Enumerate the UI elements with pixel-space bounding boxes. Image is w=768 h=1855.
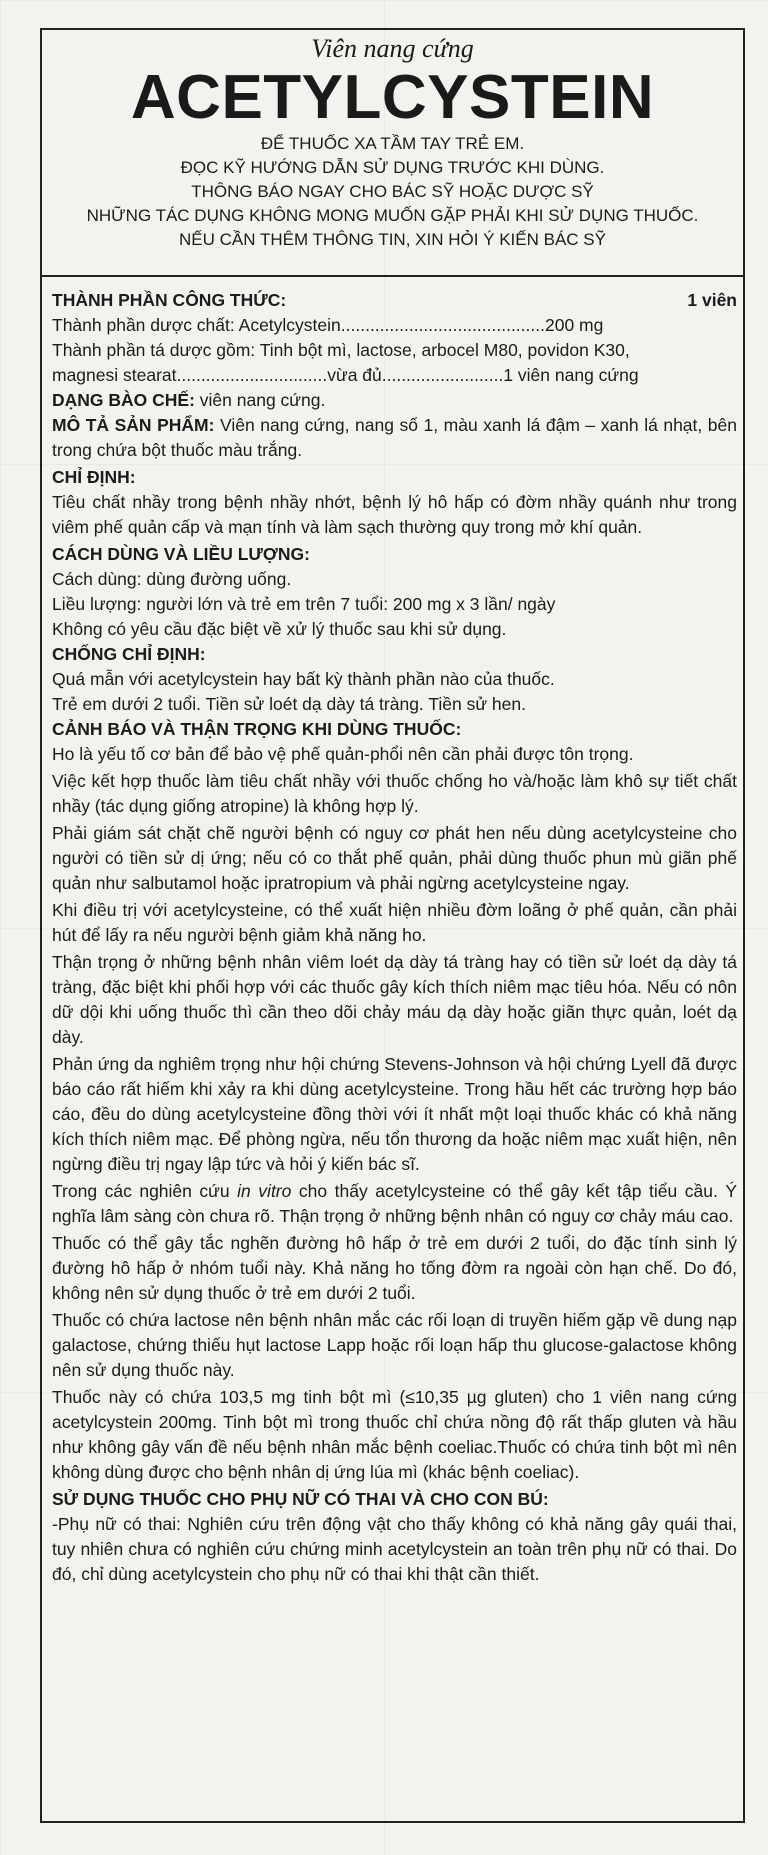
warning-paragraph: Phản ứng da nghiêm trọng như hội chứng Stevens-Johnson và hội chứng Lyell đã được báo cáo rất hiếm khi xảy ra khi dùng acetylcysteine. Trong hầu hết các trường hợp báo cáo, đều do dùng acetylcysteine đồng thời với ít nhất một loại thuốc khác có khả năng kích thích niêm mạc. Để phòng ngừa, nếu tổn thương da hoặc niêm mạc xuất hiện, nên ngừng điều trị ngay lập tức và hỏi ý kiến bác sĩ. <box>52 1054 737 1174</box>
warning-line: ĐỂ THUỐC XA TẦM TAY TRẺ EM. <box>260 134 525 153</box>
warning-paragraph: Khi điều trị với acetylcysteine, có thể xuất hiện nhiều đờm loãng ở phế quản, cần phải hút để lấy ra nếu người bệnh giảm khả năng ho. <box>52 900 737 945</box>
warning-line: THÔNG BÁO NGAY CHO BÁC SỸ HOẶC DƯỢC SỸ <box>191 182 594 201</box>
unit-label: 1 viên <box>687 290 737 310</box>
section-heading: DẠNG BÀO CHẾ: <box>52 390 195 410</box>
text-fragment: cho thấy acetylcysteine có thể gây kết tập tiểu cầu. Ý nghĩa lâm sàng còn chưa rõ. Thận trọng ở những bệnh nhân có nguy cơ chảy máu cao. <box>52 1181 738 1226</box>
warning-paragraph <box>52 1179 737 1229</box>
pregnancy-paragraph: -Phụ nữ có thai: Nghiên cứu trên động vật cho thấy không có khả năng gây quái thai, tuy nhiên chưa có nghiên cứu chứng minh acetylcystein an toàn trên phụ nữ có thai. Do đó, chỉ dùng acetylcystein cho phụ nữ có thai khi thật cần thiết. <box>52 1514 737 1584</box>
warning-paragraph: Thuốc này có chứa 103,5 mg tinh bột mì (≤10,35 µg gluten) cho 1 viên nang cứng acetylcystein 200mg. Tinh bột mì trong thuốc chỉ chứa nồng độ rất thấp gluten và hầu như không gây vấn đề nếu bệnh nhân mắc bệnh coeliac.Thuốc có chứa tinh bột mì nên không dùng được cho bệnh nhân dị ứng lúa mì (khác bệnh coeliac). <box>52 1387 737 1482</box>
section-heading: CHỈ ĐỊNH: <box>52 467 136 487</box>
section-heading: MÔ TẢ SẢN PHẨM: <box>52 415 215 435</box>
section-heading: SỬ DỤNG THUỐC CHO PHỤ NỮ CÓ THAI VÀ CHO CON BÚ: <box>52 1489 549 1509</box>
composition-heading-row <box>52 288 737 313</box>
warning-paragraph: Ho là yếu tố cơ bản để bảo vệ phế quản-phổi nên cần phải được tôn trọng. <box>52 744 634 764</box>
leaflet-header <box>42 30 743 277</box>
contraindication-line: Quá mẫn với acetylcystein hay bất kỳ thành phần nào của thuốc. <box>52 669 555 689</box>
warning-paragraph: Thuốc có chứa lactose nên bệnh nhân mắc các rối loạn di truyền hiếm gặp về dung nạp galactose, chứng thiếu hụt lactose Lapp hoặc rối loạn hấp thu glucose-galactose không nên sử dụng thuốc này. <box>52 1310 737 1380</box>
section-text: Tiêu chất nhầy trong bệnh nhầy nhớt, bệnh lý hô hấp có đờm nhầy quánh như trong viêm phế quản cấp và mạn tính và làm sạch thường quy trong mở khí quản. <box>52 492 737 537</box>
section-text: viên nang cứng. <box>194 390 326 410</box>
section-heading: CÁCH DÙNG VÀ LIỀU LƯỢNG: <box>52 544 310 564</box>
warning-paragraph: Thận trọng ở những bệnh nhân viêm loét dạ dày tá tràng hay có tiền sử loét dạ dày tá tràng, đặc biệt khi phối hợp với các thuốc gây kích thích niêm mạc tiêu hóa. Nếu có nôn dữ dội khi uống thuốc thì cần theo dõi chảy máu dạ dày hoặc giãn thực quản, loét dạ dày. <box>52 952 737 1047</box>
usage-line: Cách dùng: dùng đường uống. <box>52 569 292 589</box>
warning-line: ĐỌC KỸ HƯỚNG DẪN SỬ DỤNG TRƯỚC KHI DÙNG. <box>180 158 605 177</box>
contraindication-line: Trẻ em dưới 2 tuổi. Tiền sử loét dạ dày tá tràng. Tiền sử hen. <box>52 694 526 714</box>
text-fragment: Trong các nghiên cứu <box>52 1181 238 1201</box>
section-heading: CẢNH BÁO VÀ THẬN TRỌNG KHI DÙNG THUỐC: <box>52 719 462 739</box>
leaflet-frame <box>40 28 745 1823</box>
usage-line: Không có yêu cầu đặc biệt về xử lý thuốc sau khi sử dụng. <box>52 619 507 639</box>
dosage-form-row <box>52 388 737 413</box>
warning-paragraph: Thuốc có thể gây tắc nghẽn đường hô hấp ở trẻ em dưới 2 tuổi, do đặc tính sinh lý đường hô hấp ở nhóm tuổi này. Khả năng ho tống đờm ra ngoài còn hạn chế. Do đó, không nên sử dụng thuốc ở trẻ em dưới 2 tuổi. <box>52 1233 737 1303</box>
section-heading: CHỐNG CHỈ ĐỊNH: <box>52 644 206 664</box>
description-row <box>52 413 737 463</box>
usage-line: Liều lượng: người lớn và trẻ em trên 7 tuổi: 200 mg x 3 lần/ ngày <box>52 594 556 614</box>
active-ingredient: Thành phần dược chất: Acetylcystein..........................................200 mg <box>52 315 604 335</box>
excipients-line: Thành phần tá dược gồm: Tinh bột mì, lactose, arbocel M80, povidon K30, <box>52 340 630 360</box>
section-heading: THÀNH PHẦN CÔNG THỨC: <box>52 290 287 310</box>
warning-line: NẾU CẦN THÊM THÔNG TIN, XIN HỎI Ý KIẾN BÁC SỸ <box>179 230 606 249</box>
warning-paragraph: Việc kết hợp thuốc làm tiêu chất nhầy với thuốc chống ho và/hoặc làm khô sự tiết chất nhầy (tác dụng giống atropine) là không hợp lý. <box>52 771 737 816</box>
leaflet-body <box>52 288 737 1589</box>
warning-line: NHỮNG TÁC DỤNG KHÔNG MONG MUỐN GẶP PHẢI KHI SỬ DỤNG THUỐC. <box>86 206 699 225</box>
product-name: ACETYLCYSTEIN <box>130 63 655 132</box>
section-text: Viên nang cứng, nang số 1, màu xanh lá đậm – xanh lá nhạt, bên trong chứa bột thuốc màu trắng. <box>52 415 738 460</box>
text-fragment-italic: in vitro <box>237 1181 292 1201</box>
warning-paragraph: Phải giám sát chặt chẽ người bệnh có nguy cơ phát hen nếu dùng acetylcysteine cho người có tiền sử dị ứng; nếu có co thắt phế quản, phải dùng thuốc phun mù giãn phế quản như salbutamol hoặc ipratropium và phải ngừng acetylcysteine ngay. <box>52 823 737 893</box>
excipients-line: magnesi stearat...............................vừa đủ.........................1 viên nang cứng <box>52 365 639 385</box>
dosage-form-title: Viên nang cứng <box>311 34 474 63</box>
